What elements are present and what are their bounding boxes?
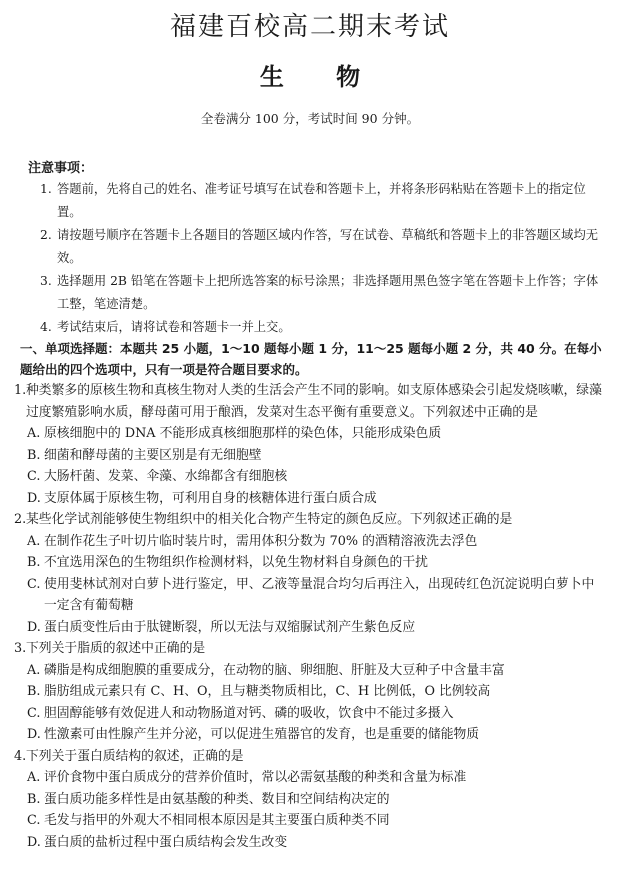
notice-heading: 注意事项： <box>28 161 94 176</box>
option-label: C. <box>27 813 41 828</box>
option-label: D. <box>27 834 41 850</box>
option-label: A. <box>27 662 41 678</box>
option-text: 评价食物中蛋白质成分的营养价值时，常以必需氨基酸的种类和含量为标准 <box>44 770 467 785</box>
question-stem <box>14 509 604 531</box>
option-c <box>14 574 604 617</box>
exam-info: 全卷满分 100 分，考试时间 90 分钟。 <box>200 111 420 126</box>
option-b <box>14 445 604 467</box>
option-text: 在制作花生子叶切片临时装片时，需用体积分数为 70% 的酒精溶液洗去浮色 <box>44 533 478 549</box>
question-stem <box>14 746 604 768</box>
option-d <box>14 617 604 639</box>
option-c <box>14 703 604 725</box>
option-label: B. <box>27 791 41 807</box>
notice-text: 考试结束后，请将试卷和答题卡一并上交。 <box>57 320 291 334</box>
question-text: 种类繁多的原核生物和真核生物对人类的生活会产生不同的影响。如支原体感染会引起发烧咳嗽，绿藻过度繁殖影响水质，酵母菌可用于酿酒，发菜对生态平衡有重要意义。下列叙述中正确的是 <box>26 383 602 420</box>
question-stem <box>14 638 604 660</box>
notice-text: 答题前，先将自己的姓名、准考证号填写在试卷和答题卡上，并将条形码粘贴在答题卡上的指定位置。 <box>57 182 586 219</box>
notice-item <box>40 224 600 270</box>
option-label: A. <box>27 770 41 785</box>
question-number: 2. <box>14 512 27 527</box>
option-text: 细菌和酵母菌的主要区别是有无细胞壁 <box>44 447 262 463</box>
option-c <box>14 466 604 488</box>
option-a <box>14 423 604 445</box>
question-text: 下列关于脂质的叙述中正确的是 <box>26 641 206 656</box>
notice-number: 4. <box>40 320 52 334</box>
option-text: 胆固醇能够有效促进人和动物肠道对钙、磷的吸收，饮食中不能过多摄入 <box>44 705 454 721</box>
option-text: 蛋白质功能多样性是由氨基酸的种类、数目和空间结构决定的 <box>44 791 390 807</box>
option-text: 磷脂是构成细胞膜的重要成分，在动物的脑、卵细胞、肝脏及大豆种子中含量丰富 <box>44 662 505 678</box>
notice-number: 3. <box>40 274 52 288</box>
option-text: 原核细胞中的 DNA 不能形成真核细胞那样的染色体，只能形成染色质 <box>44 426 442 441</box>
question-3 <box>14 638 604 746</box>
question-1 <box>14 380 604 509</box>
option-b <box>14 789 604 811</box>
section-heading: 一、单项选择题：本题共 25 小题，1～10 题每小题 1 分，11～25 题每小题 2 分，共 40 分。在每小题给出的四个选项中，只有一项是符合题目要求的。 <box>20 341 602 377</box>
option-d <box>14 724 604 746</box>
option-text: 使用斐林试剂对白萝卜进行鉴定，甲、乙液等量混合均匀后再注入，出现砖红色沉淀说明白萝卜中一定含有葡萄糖 <box>44 576 595 613</box>
option-label: A. <box>27 533 41 549</box>
option-b <box>14 681 604 703</box>
option-text: 毛发与指甲的外观大不相同根本原因是其主要蛋白质种类不同 <box>44 813 390 828</box>
option-text: 蛋白质的盐析过程中蛋白质结构会发生改变 <box>44 834 288 850</box>
option-text: 大肠杆菌、发菜、伞藻、水绵都含有细胞核 <box>44 469 288 484</box>
option-text: 蛋白质变性后由于肽键断裂，所以无法与双缩脲试剂产生紫色反应 <box>44 619 416 635</box>
option-a <box>14 660 604 682</box>
notice-text: 选择题用 2B 铅笔在答题卡上把所选答案的标号涂黑；非选择题用黑色签字笔在答题卡上作答；字体工整，笔迹清楚。 <box>57 274 599 311</box>
exam-title: 福建百校高二期末考试 <box>169 12 450 42</box>
question-text: 下列关于蛋白质结构的叙述，正确的是 <box>26 748 244 764</box>
option-label: B. <box>27 447 41 463</box>
notice-number: 1. <box>40 182 52 196</box>
subject-title: 生 物 <box>259 63 361 91</box>
option-label: C. <box>27 576 41 592</box>
option-text: 不宜选用深色的生物组织作检测材料，以免生物材料自身颜色的干扰 <box>44 555 428 570</box>
option-b <box>14 552 604 574</box>
notice-number: 2. <box>40 228 52 242</box>
question-4 <box>14 746 604 854</box>
question-text: 某些化学试剂能够使生物组织中的相关化合物产生特定的颜色反应。下列叙述正确的是 <box>26 512 513 527</box>
option-a <box>14 767 604 789</box>
option-label: C. <box>27 705 41 721</box>
question-stem <box>14 380 604 423</box>
option-a <box>14 531 604 553</box>
option-d <box>14 488 604 510</box>
option-c <box>14 810 604 832</box>
notice-text: 请按题号顺序在答题卡上各题目的答题区域内作答，写在试卷、草稿纸和答题卡上的非答题区域均无效。 <box>57 228 599 265</box>
notice-item <box>40 270 600 316</box>
question-number: 3. <box>14 641 27 656</box>
option-d <box>14 832 604 854</box>
option-text: 支原体属于原核生物，可利用自身的核糖体进行蛋白质合成 <box>44 490 377 506</box>
option-label: C. <box>27 469 41 484</box>
option-label: A. <box>27 426 41 441</box>
option-label: B. <box>27 684 41 699</box>
option-label: D. <box>27 490 41 506</box>
question-2 <box>14 509 604 638</box>
option-label: D. <box>27 727 41 742</box>
option-label: D. <box>27 619 41 635</box>
question-list <box>14 380 604 853</box>
option-text: 性激素可由性腺产生并分泌，可以促进生殖器官的发育，也是重要的储能物质 <box>44 727 480 742</box>
notice-list <box>40 178 600 339</box>
option-label: B. <box>27 555 41 570</box>
notice-item <box>40 316 600 339</box>
option-text: 脂肪组成元素只有 C、H、O，且与糖类物质相比，C、H 比例低，O 比例较高 <box>44 684 491 699</box>
question-number: 1. <box>14 383 27 398</box>
question-number: 4. <box>14 748 27 764</box>
notice-item <box>40 178 600 224</box>
